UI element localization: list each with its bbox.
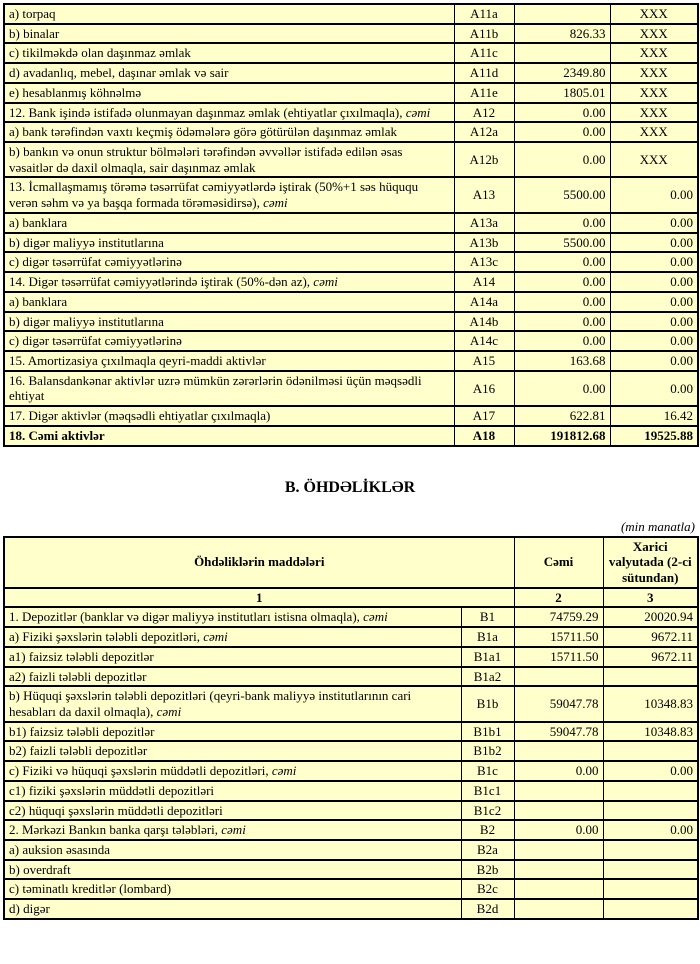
- value-total-cell: 0.00: [514, 371, 610, 406]
- row-label-text: b2) faizli tələbli depozitlər: [9, 743, 148, 759]
- value-foreign-cell: [603, 741, 698, 761]
- row-label: [4, 686, 461, 721]
- value-total-cell: 0.00: [514, 331, 610, 351]
- liabilities-header-row: [4, 537, 698, 588]
- row-label: [4, 667, 461, 687]
- row-code: A13c: [454, 252, 514, 272]
- row-label: [4, 312, 454, 332]
- value-total-cell: [514, 840, 603, 860]
- row-code: A13b: [454, 233, 514, 253]
- value-foreign-cell: XXX: [610, 83, 698, 103]
- value-foreign-cell: 0.00: [610, 272, 698, 292]
- row-label-text: 15. Amortizasiya çıxılmaqla qeyri-maddi aktivlər: [9, 352, 266, 368]
- row-label-italic: cəmi: [263, 195, 288, 211]
- row-code: B1b1: [461, 722, 514, 742]
- row-label-text: 18. Cəmi aktivlər: [9, 427, 105, 443]
- table-row: [4, 103, 698, 123]
- value-foreign-cell: 0.00: [603, 761, 698, 781]
- value-foreign-cell: 0.00: [610, 331, 698, 351]
- value-foreign-cell: XXX: [610, 24, 698, 44]
- table-row: [4, 607, 698, 627]
- table-row: [4, 312, 698, 332]
- liabilities-table-body: [4, 607, 698, 919]
- row-label: [4, 122, 454, 142]
- value-foreign-cell: 0.00: [610, 252, 698, 272]
- table-row: [4, 761, 698, 781]
- value-total-cell: 0.00: [514, 213, 610, 233]
- row-label-italic: cəmi: [405, 104, 431, 120]
- row-code: B1: [461, 607, 514, 627]
- row-label-text: 16. Balansdankənar aktivlər uzrə mümkün zərərlərin ödənilməsi üçün məqsədli ehtiyat: [9, 372, 422, 404]
- table-row: [4, 331, 698, 351]
- value-total-cell: 622.81: [514, 406, 610, 426]
- value-total-cell: [514, 781, 603, 801]
- row-label: [4, 820, 461, 840]
- value-foreign-cell: [603, 840, 698, 860]
- col-number-2: 2: [514, 588, 603, 608]
- row-code: B1a: [461, 627, 514, 647]
- value-total-cell: 0.00: [514, 292, 610, 312]
- row-label-text: d) digər: [9, 901, 50, 917]
- row-label-text: c) digər təsərrüfat cəmiyyətlərinə: [9, 333, 182, 349]
- section-b-title: B. ÖHDƏLİKLƏR: [284, 478, 416, 496]
- row-label: [4, 233, 454, 253]
- row-label-text: a) bank tərəfindən vaxtı keçmiş ödəmələrə görə götürülən daşınmaz əmlak: [9, 124, 398, 140]
- row-label: [4, 83, 454, 103]
- table-row: [4, 686, 698, 721]
- row-code: A18: [454, 426, 514, 446]
- row-label-text: 14. Digər təsərrüfat cəmiyyətlərində iştirak (50%-dən az),: [9, 274, 314, 290]
- row-label-text: a) Fiziki şəxslərin tələbli depozitləri,: [9, 629, 204, 645]
- value-foreign-cell: XXX: [610, 122, 698, 142]
- row-code: B1c: [461, 761, 514, 781]
- row-label: [4, 213, 454, 233]
- table-row: [4, 371, 698, 406]
- value-total-cell: 15711.50: [514, 647, 603, 667]
- row-code: A14: [454, 272, 514, 292]
- column-number-row: [4, 588, 698, 608]
- table-row: [4, 43, 698, 63]
- value-total-cell: 2349.80: [514, 63, 610, 83]
- value-foreign-cell: 0.00: [610, 312, 698, 332]
- row-label: [4, 292, 454, 312]
- value-total-cell: 0.00: [514, 312, 610, 332]
- row-code: A15: [454, 351, 514, 371]
- table-row: [4, 840, 698, 860]
- value-total-cell: 0.00: [514, 820, 603, 840]
- row-code: B1b: [461, 686, 514, 721]
- value-total-cell: [514, 4, 610, 24]
- row-label: [4, 781, 461, 801]
- row-label-text: a) auksion əsasında: [9, 842, 111, 858]
- value-total-cell: [514, 860, 603, 880]
- row-label: [4, 351, 454, 371]
- value-total-cell: 1805.01: [514, 83, 610, 103]
- table-row: [4, 722, 698, 742]
- value-foreign-cell: 0.00: [610, 177, 698, 212]
- value-total-cell: [514, 879, 603, 899]
- row-code: B1b2: [461, 741, 514, 761]
- value-foreign-cell: 10348.83: [603, 686, 698, 721]
- table-row: [4, 627, 698, 647]
- row-label: [4, 63, 454, 83]
- row-label-text: b) bankın və onun struktur bölmələri tərəfindən əvvəllər istifadə edilən əsas vəsaitlər də daxil olmaqla, sair daşınmaz əmlak: [9, 144, 403, 175]
- col-header-total: Cəmi: [514, 537, 603, 588]
- row-label: [4, 879, 461, 899]
- row-label-text: a1) faizsiz tələbli depozitlər: [9, 648, 154, 664]
- row-label-text: c) Fiziki və hüquqi şəxslərin müddətli depozitləri,: [9, 763, 272, 779]
- row-label-text: 2. Mərkəzi Bankın banka qarşı tələbləri,: [9, 822, 222, 838]
- value-foreign-cell: XXX: [610, 103, 698, 123]
- col-number-3: 3: [603, 588, 698, 608]
- row-label: [4, 103, 454, 123]
- row-label-text: d) avadanlıq, mebel, daşınar əmlak və sair: [9, 65, 229, 81]
- row-code: B2c: [461, 879, 514, 899]
- liabilities-table: [3, 536, 699, 920]
- value-foreign-cell: 0.00: [603, 820, 698, 840]
- value-foreign-cell: 19525.88: [610, 426, 698, 446]
- row-label-text: e) hesablanmış köhnəlmə: [9, 84, 142, 100]
- row-code: B2b: [461, 860, 514, 880]
- value-foreign-cell: XXX: [610, 43, 698, 63]
- row-label-text: c2) hüquqi şəxslərin müddətli depozitləri: [9, 802, 223, 818]
- table-row: [4, 83, 698, 103]
- row-code: A12a: [454, 122, 514, 142]
- row-label-text: b) digər maliyyə institutlarına: [9, 234, 164, 250]
- liabilities-table-head: [4, 537, 698, 608]
- row-label: [4, 43, 454, 63]
- row-label: [4, 801, 461, 821]
- row-label: [4, 899, 461, 919]
- table-row: [4, 252, 698, 272]
- row-code: A14a: [454, 292, 514, 312]
- row-label: [4, 741, 461, 761]
- value-foreign-cell: 0.00: [610, 233, 698, 253]
- value-total-cell: [514, 43, 610, 63]
- row-label: [4, 722, 461, 742]
- table-row: [4, 233, 698, 253]
- value-foreign-cell: [603, 879, 698, 899]
- row-label: [4, 331, 454, 351]
- row-code: A13: [454, 177, 514, 212]
- assets-table: [3, 3, 699, 447]
- table-row: [4, 647, 698, 667]
- table-row: [4, 351, 698, 371]
- value-foreign-cell: [603, 860, 698, 880]
- value-total-cell: 0.00: [514, 761, 603, 781]
- value-foreign-cell: XXX: [610, 142, 698, 177]
- row-code: B2d: [461, 899, 514, 919]
- col-header-foreign-currency: Xarici valyutada (2-ci sütundan): [603, 537, 698, 588]
- row-label-text: a) banklara: [9, 214, 68, 230]
- value-total-cell: 826.33: [514, 24, 610, 44]
- value-foreign-cell: [603, 801, 698, 821]
- row-label-text: b1) faizsiz tələbli depozitlər: [9, 723, 155, 739]
- row-code: A17: [454, 406, 514, 426]
- row-label-text: a) torpaq: [9, 6, 56, 21]
- col-number-1: 1: [4, 588, 514, 608]
- row-code: B1c1: [461, 781, 514, 801]
- row-code: B2a: [461, 840, 514, 860]
- table-row: [4, 142, 698, 177]
- row-label-text: c1) fiziki şəxslərin müddətli depozitləri: [9, 782, 215, 798]
- row-label-italic: cəmi: [156, 704, 182, 719]
- row-label-text: a2) faizli tələbli depozitlər: [9, 668, 147, 684]
- value-total-cell: 0.00: [514, 272, 610, 292]
- row-code: B1c2: [461, 801, 514, 821]
- row-label-text: 12. Bank işində istifadə olunmayan daşınmaz əmlak (ehtiyatlar çıxılmaqla),: [9, 104, 406, 120]
- row-code: A11d: [454, 63, 514, 83]
- table-row: [4, 213, 698, 233]
- value-total-cell: 74759.29: [514, 607, 603, 627]
- table-row: [4, 426, 698, 446]
- row-code: B1a2: [461, 667, 514, 687]
- value-foreign-cell: 9672.11: [603, 627, 698, 647]
- row-label: [4, 647, 461, 667]
- row-label-italic: cəmi: [271, 763, 297, 779]
- value-foreign-cell: 0.00: [610, 213, 698, 233]
- row-label-italic: cəmi: [221, 822, 246, 838]
- table-row: [4, 820, 698, 840]
- row-label: [4, 272, 454, 292]
- row-label-text: 17. Digər aktivlər (məqsədli ehtiyatlar çıxılmaqla): [9, 408, 271, 424]
- value-total-cell: 0.00: [514, 142, 610, 177]
- row-label-text: c) təminatlı kreditlər (lombard): [9, 881, 172, 897]
- row-label-text: 1. Depozitlər (banklar və digər maliyyə institutları istisna olmaqla),: [9, 609, 364, 625]
- value-total-cell: 59047.78: [514, 722, 603, 742]
- value-total-cell: 0.00: [514, 103, 610, 123]
- table-row: [4, 272, 698, 292]
- row-code: A11b: [454, 24, 514, 44]
- row-label: [4, 24, 454, 44]
- value-total-cell: 59047.78: [514, 686, 603, 721]
- row-label: [4, 426, 454, 446]
- value-foreign-cell: 0.00: [610, 351, 698, 371]
- value-foreign-cell: 9672.11: [603, 647, 698, 667]
- value-total-cell: 163.68: [514, 351, 610, 371]
- value-foreign-cell: [603, 781, 698, 801]
- row-label: [4, 761, 461, 781]
- value-total-cell: [514, 801, 603, 821]
- value-foreign-cell: [603, 899, 698, 919]
- value-total-cell: 5500.00: [514, 177, 610, 212]
- value-foreign-cell: 0.00: [610, 292, 698, 312]
- table-row: [4, 781, 698, 801]
- row-label-text: 13. İcmallaşmamış törəmə təsərrüfat cəmiyyətlərdə iştirak (50%+1 səs hüququ verən səhm və ya başqa formada törəməsidirsə),: [9, 179, 419, 211]
- row-label: [4, 371, 454, 406]
- row-label: [4, 607, 461, 627]
- row-code: A12: [454, 103, 514, 123]
- row-label: [4, 627, 461, 647]
- row-label-italic: cəmi: [203, 629, 228, 645]
- value-total-cell: 0.00: [514, 252, 610, 272]
- value-total-cell: 5500.00: [514, 233, 610, 253]
- row-code: B2: [461, 820, 514, 840]
- value-foreign-cell: XXX: [610, 63, 698, 83]
- table-row: [4, 4, 698, 24]
- row-code: A11a: [454, 4, 514, 24]
- row-label-text: c) digər təsərrüfat cəmiyyətlərinə: [9, 254, 182, 270]
- value-foreign-cell: XXX: [610, 4, 698, 24]
- table-row: [4, 63, 698, 83]
- assets-table-body: [4, 4, 698, 446]
- row-code: A11c: [454, 43, 514, 63]
- table-row: [4, 24, 698, 44]
- value-total-cell: [514, 899, 603, 919]
- table-row: [4, 406, 698, 426]
- table-row: [4, 879, 698, 899]
- row-label-text: b) binalar: [9, 25, 60, 41]
- row-label-italic: cəmi: [363, 609, 388, 625]
- col-header-items: Öhdəliklərin maddələri: [4, 537, 514, 588]
- table-row: [4, 122, 698, 142]
- row-label: [4, 406, 454, 426]
- value-foreign-cell: 0.00: [610, 371, 698, 406]
- row-label-text: b) Hüquqi şəxslərin tələbli depozitləri (qeyri-bank maliyyə institutlarının cari hesabları da daxil olmaqla),: [9, 688, 412, 719]
- row-label: [4, 142, 454, 177]
- value-total-cell: 0.00: [514, 122, 610, 142]
- row-label-text: b) overdraft: [9, 861, 71, 877]
- row-code: A12b: [454, 142, 514, 177]
- value-foreign-cell: 20020.94: [603, 607, 698, 627]
- value-foreign-cell: 16.42: [610, 406, 698, 426]
- table-row: [4, 667, 698, 687]
- row-label-italic: cəmi: [313, 274, 338, 290]
- unit-note: (min manatla): [620, 518, 695, 534]
- value-total-cell: 191812.68: [514, 426, 610, 446]
- row-code: A14b: [454, 312, 514, 332]
- row-code: A13a: [454, 213, 514, 233]
- row-code: A16: [454, 371, 514, 406]
- value-total-cell: [514, 667, 603, 687]
- row-label: [4, 177, 454, 212]
- row-code: B1a1: [461, 647, 514, 667]
- value-foreign-cell: 10348.83: [603, 722, 698, 742]
- row-label-text: b) digər maliyyə institutlarına: [9, 313, 164, 329]
- table-row: [4, 860, 698, 880]
- row-code: A14c: [454, 331, 514, 351]
- row-label-text: c) tikilməkdə olan daşınmaz əmlak: [9, 45, 191, 61]
- value-total-cell: 15711.50: [514, 627, 603, 647]
- row-label-text: a) banklara: [9, 293, 68, 309]
- row-label: [4, 252, 454, 272]
- table-row: [4, 899, 698, 919]
- table-row: [4, 177, 698, 212]
- table-row: [4, 801, 698, 821]
- row-label: [4, 860, 461, 880]
- row-label: [4, 840, 461, 860]
- row-code: A11e: [454, 83, 514, 103]
- row-label: [4, 4, 454, 24]
- value-total-cell: [514, 741, 603, 761]
- table-row: [4, 292, 698, 312]
- table-row: [4, 741, 698, 761]
- value-foreign-cell: [603, 667, 698, 687]
